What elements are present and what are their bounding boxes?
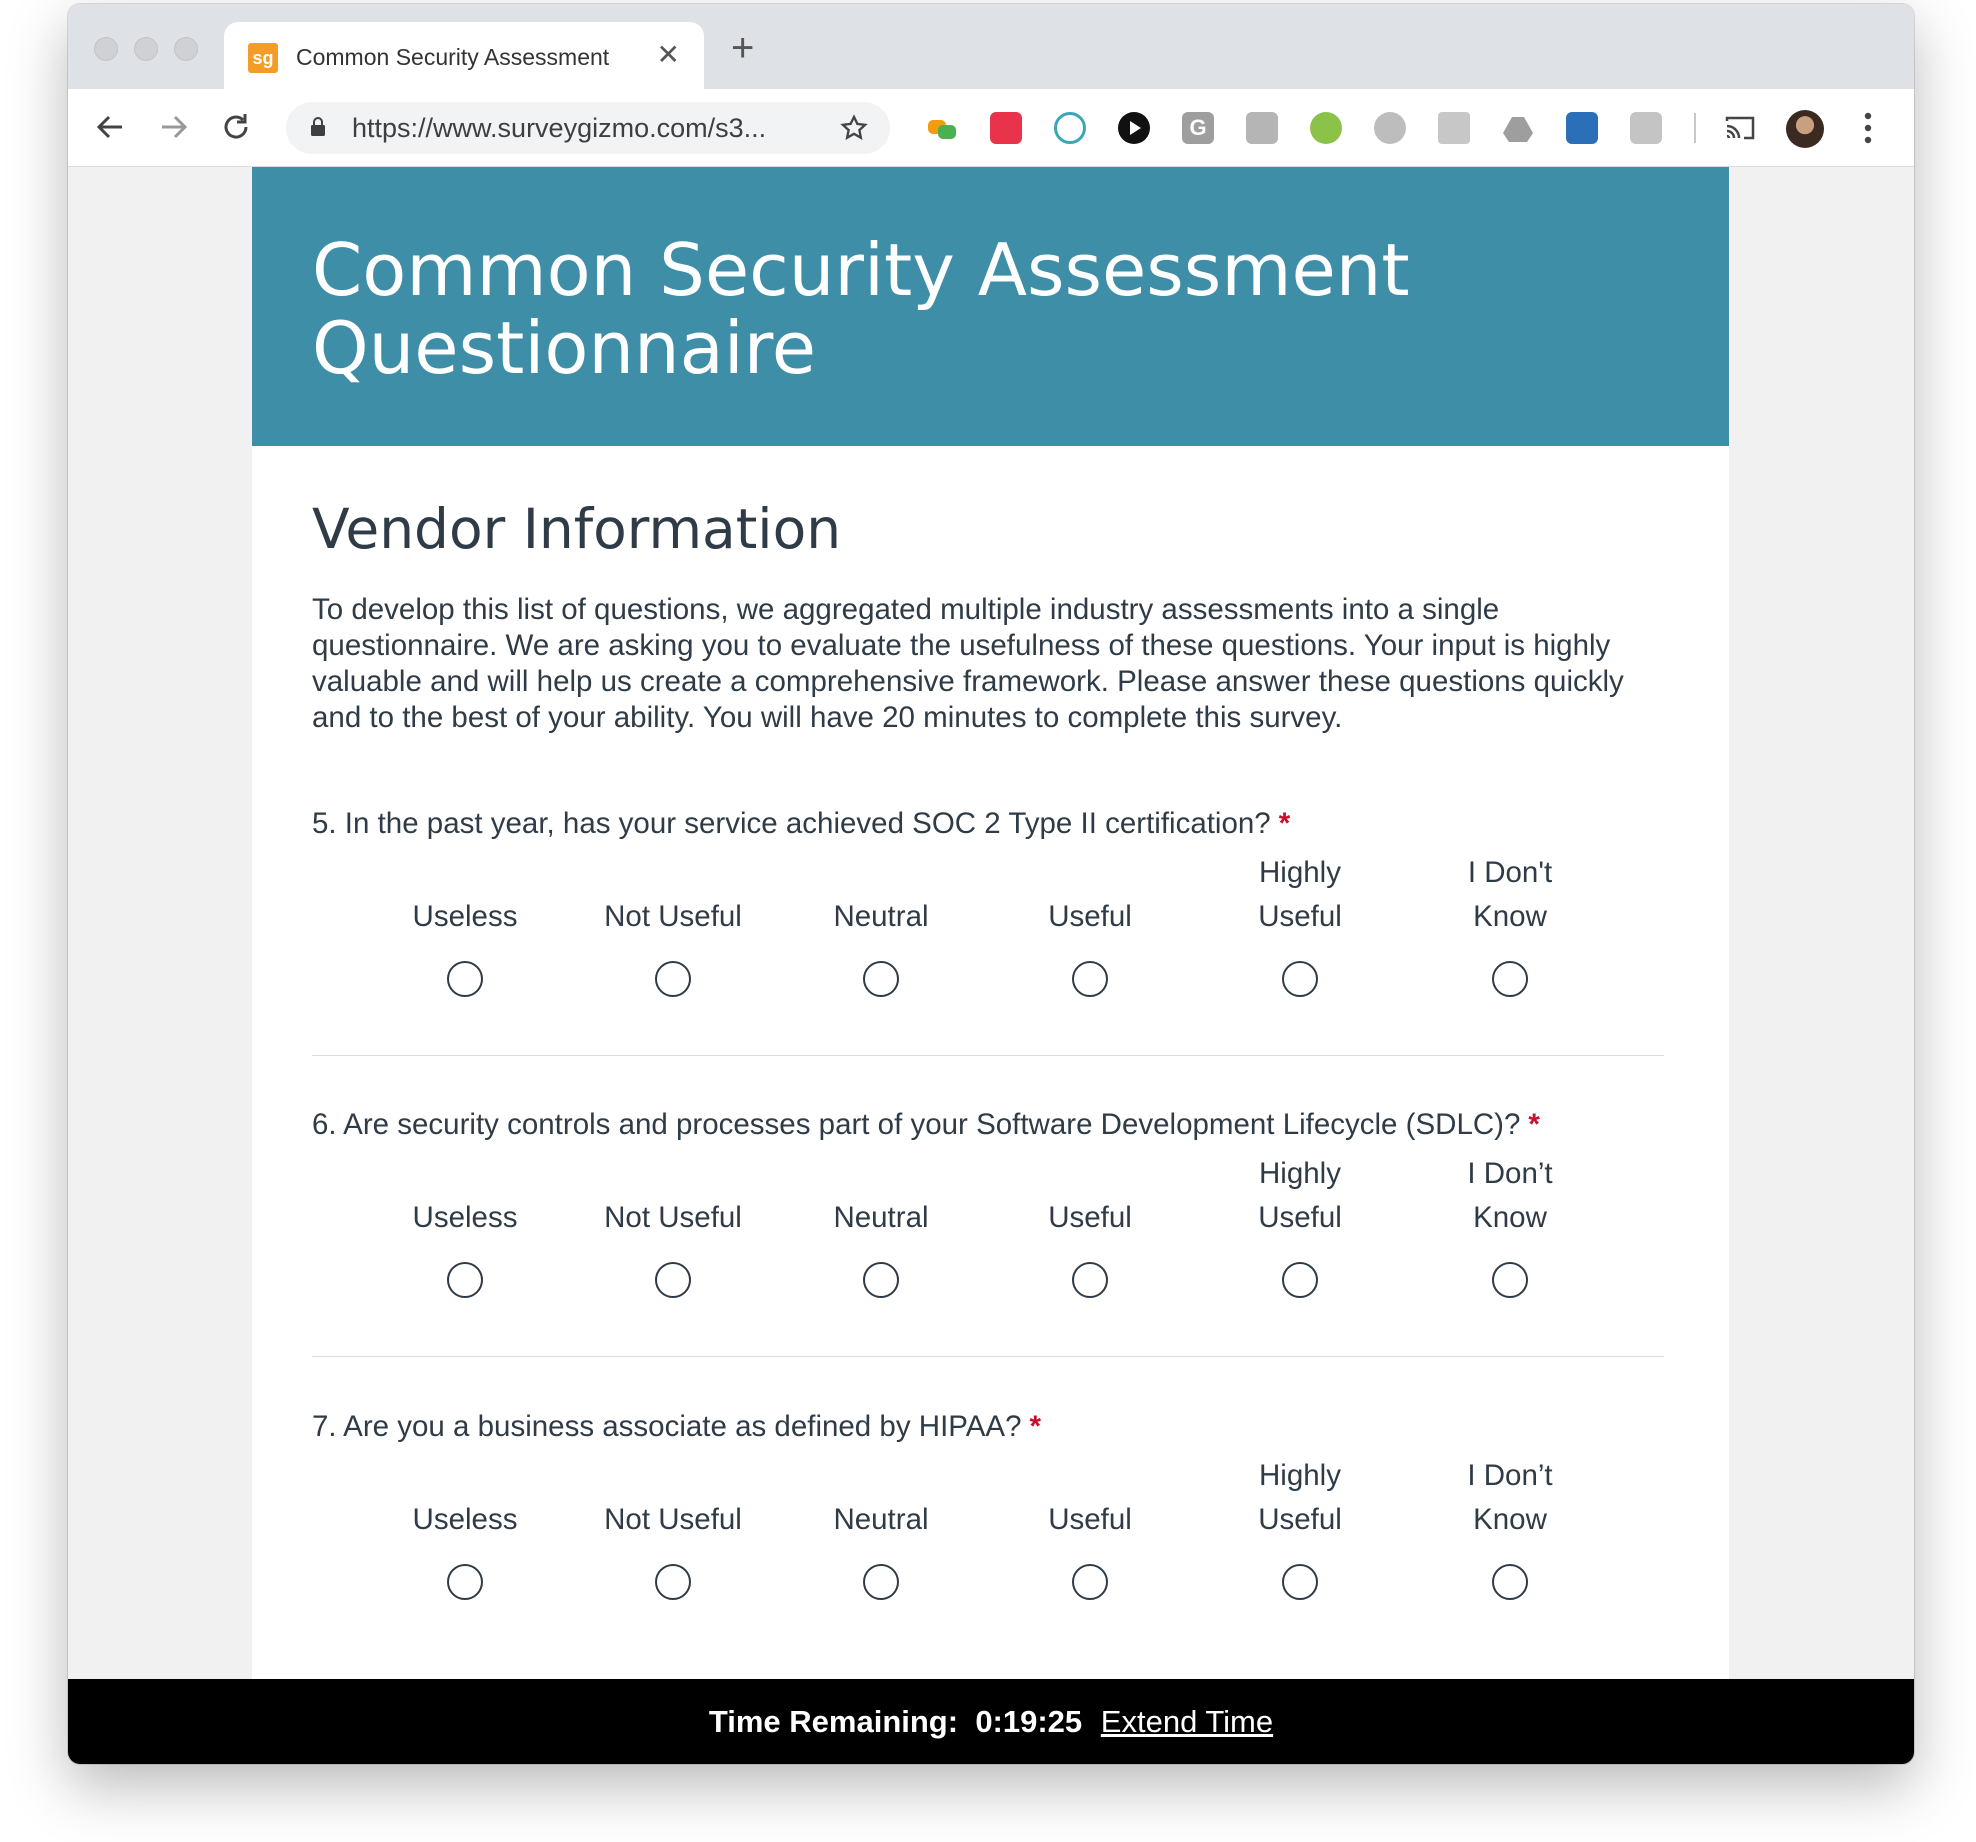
browser-toolbar [68, 89, 1914, 167]
option-label: I Don't Know [1467, 856, 1553, 933]
rating-radio[interactable] [1282, 961, 1318, 997]
survey-page [252, 167, 1729, 1679]
minimize-window-dot[interactable] [134, 37, 158, 61]
option-column [380, 1450, 550, 1542]
rating-radio[interactable] [1072, 961, 1108, 997]
rating-radio[interactable] [1282, 1564, 1318, 1600]
tab-title: Common Security Assessment [296, 44, 610, 70]
screenshot-extension-icon[interactable] [1246, 112, 1278, 144]
rating-radio[interactable] [655, 961, 691, 997]
rating-radio[interactable] [655, 1564, 691, 1600]
option-column [588, 1450, 758, 1542]
option-label: Neutral [833, 1201, 929, 1234]
rating-radio[interactable] [447, 961, 483, 997]
pocket-extension-icon[interactable] [990, 112, 1022, 144]
option-column [1215, 1450, 1385, 1542]
option-column [380, 847, 550, 939]
rating-radio[interactable] [1072, 1262, 1108, 1298]
back-arrow-icon[interactable] [92, 109, 128, 145]
option-column [1425, 1450, 1595, 1542]
grammar-extension-icon[interactable]: G [1182, 112, 1214, 144]
option-column [588, 847, 758, 939]
question-5 [312, 807, 1672, 1017]
option-column [1215, 847, 1385, 939]
cast-icon[interactable] [1724, 112, 1756, 144]
option-label: Useless [412, 1503, 518, 1536]
required-asterisk: * [1278, 807, 1291, 840]
option-label: I Don’t Know [1467, 1157, 1553, 1234]
rating-radio[interactable] [1492, 1262, 1528, 1298]
option-column [1005, 1148, 1175, 1240]
browser-tab[interactable] [224, 22, 704, 89]
compass-extension-icon[interactable] [1566, 112, 1598, 144]
option-column [1425, 1148, 1595, 1240]
intro-text: To develop this list of questions, we aggregated multiple industry assessments into a single questionnaire. We are asking you to evaluate the usefulness of these questions. Your input is highly valuable and will help us create a comprehensive framework. Please answer these questions quickly and to the best of your ability. You will have 20 minutes to complete this survey. [312, 593, 1624, 734]
question-label: 6. Are security controls and processes part of your Software Development Lifecycle (SDLC)? [312, 1108, 1521, 1141]
h-extension-icon[interactable] [1630, 112, 1662, 144]
option-column [796, 847, 966, 939]
play-extension-icon[interactable] [1118, 112, 1150, 144]
url-text: https://www.surveygizmo.com/s3... [352, 113, 767, 143]
zoom-window-dot[interactable] [174, 37, 198, 61]
option-label: Useless [412, 1201, 518, 1234]
more-menu-icon[interactable] [1864, 111, 1872, 145]
circle-extension-icon[interactable] [1374, 112, 1406, 144]
option-column [796, 1148, 966, 1240]
question-7 [312, 1410, 1672, 1620]
option-label: Useful [1048, 1201, 1132, 1234]
rating-radio[interactable] [863, 1262, 899, 1298]
close-tab-icon[interactable]: ✕ [656, 39, 680, 70]
close-window-dot[interactable] [94, 37, 118, 61]
rating-radio[interactable] [1492, 1564, 1528, 1600]
rating-radio[interactable] [447, 1262, 483, 1298]
rating-radio[interactable] [447, 1564, 483, 1600]
option-column [796, 1450, 966, 1542]
option-label: Highly Useful [1258, 1459, 1342, 1536]
option-label: Useful [1048, 900, 1132, 933]
rating-radio[interactable] [655, 1262, 691, 1298]
rating-radio[interactable] [1282, 1262, 1318, 1298]
option-label: Highly Useful [1258, 1157, 1342, 1234]
survey-banner [252, 167, 1729, 446]
surveygizmo-favicon-icon: sg [248, 43, 278, 73]
question-label: 7. Are you a business associate as defined by HIPAA? [312, 1410, 1022, 1443]
option-column [1005, 1450, 1175, 1542]
rating-radio[interactable] [863, 961, 899, 997]
time-remaining-value: 0:19:25 [975, 1704, 1083, 1739]
css-extension-icon[interactable] [1438, 112, 1470, 144]
option-column [1215, 1148, 1385, 1240]
question-divider [312, 1055, 1664, 1056]
required-asterisk: * [1029, 1410, 1041, 1443]
section-title: Vendor Information [312, 497, 842, 561]
required-asterisk: * [1528, 1108, 1540, 1141]
option-column [380, 1148, 550, 1240]
option-label: Highly Useful [1258, 856, 1342, 933]
question-text [312, 1108, 1540, 1142]
option-label: I Don’t Know [1467, 1459, 1553, 1536]
reload-icon[interactable] [218, 109, 254, 145]
rating-radio[interactable] [863, 1564, 899, 1600]
rating-radio[interactable] [1492, 961, 1528, 997]
option-label: Not Useful [604, 1503, 742, 1536]
option-label: Not Useful [604, 900, 742, 933]
browser-window [68, 4, 1914, 1764]
question-text [312, 807, 1290, 841]
profile-avatar[interactable] [1786, 110, 1824, 148]
question-label: 5. In the past year, has your service achieved SOC 2 Type II certification? [312, 807, 1271, 840]
time-remaining-label: Time Remaining: [708, 1704, 959, 1739]
survey-title: Common Security Assessment Questionnaire [312, 228, 1410, 390]
bookmark-star-icon[interactable] [840, 114, 868, 142]
chat-extension-icon[interactable] [926, 112, 958, 144]
new-tab-icon[interactable]: + [731, 26, 755, 70]
option-label: Neutral [833, 900, 929, 933]
toolbar-separator [1694, 113, 1696, 143]
option-column [588, 1148, 758, 1240]
rating-radio[interactable] [1072, 1564, 1108, 1600]
yoast-extension-icon[interactable] [1310, 112, 1342, 144]
option-label: Not Useful [604, 1201, 742, 1234]
option-column [1005, 847, 1175, 939]
question-divider [312, 1356, 1664, 1357]
option-label: Neutral [833, 1503, 929, 1536]
timer-bar [68, 1679, 1914, 1764]
tab-strip [68, 4, 1914, 89]
question-text [312, 1410, 1041, 1444]
option-label: Useful [1048, 1503, 1132, 1536]
option-column [1425, 847, 1595, 939]
forward-arrow-icon[interactable] [156, 109, 192, 145]
extend-time-link[interactable]: Extend Time [1100, 1704, 1274, 1739]
lock-icon [310, 117, 326, 137]
page-viewport [68, 167, 1914, 1679]
question-6 [312, 1108, 1672, 1318]
web-extension-icon[interactable] [1054, 112, 1086, 144]
option-label: Useless [412, 900, 518, 933]
drive-extension-icon[interactable] [1502, 112, 1534, 144]
address-bar[interactable] [286, 102, 890, 154]
